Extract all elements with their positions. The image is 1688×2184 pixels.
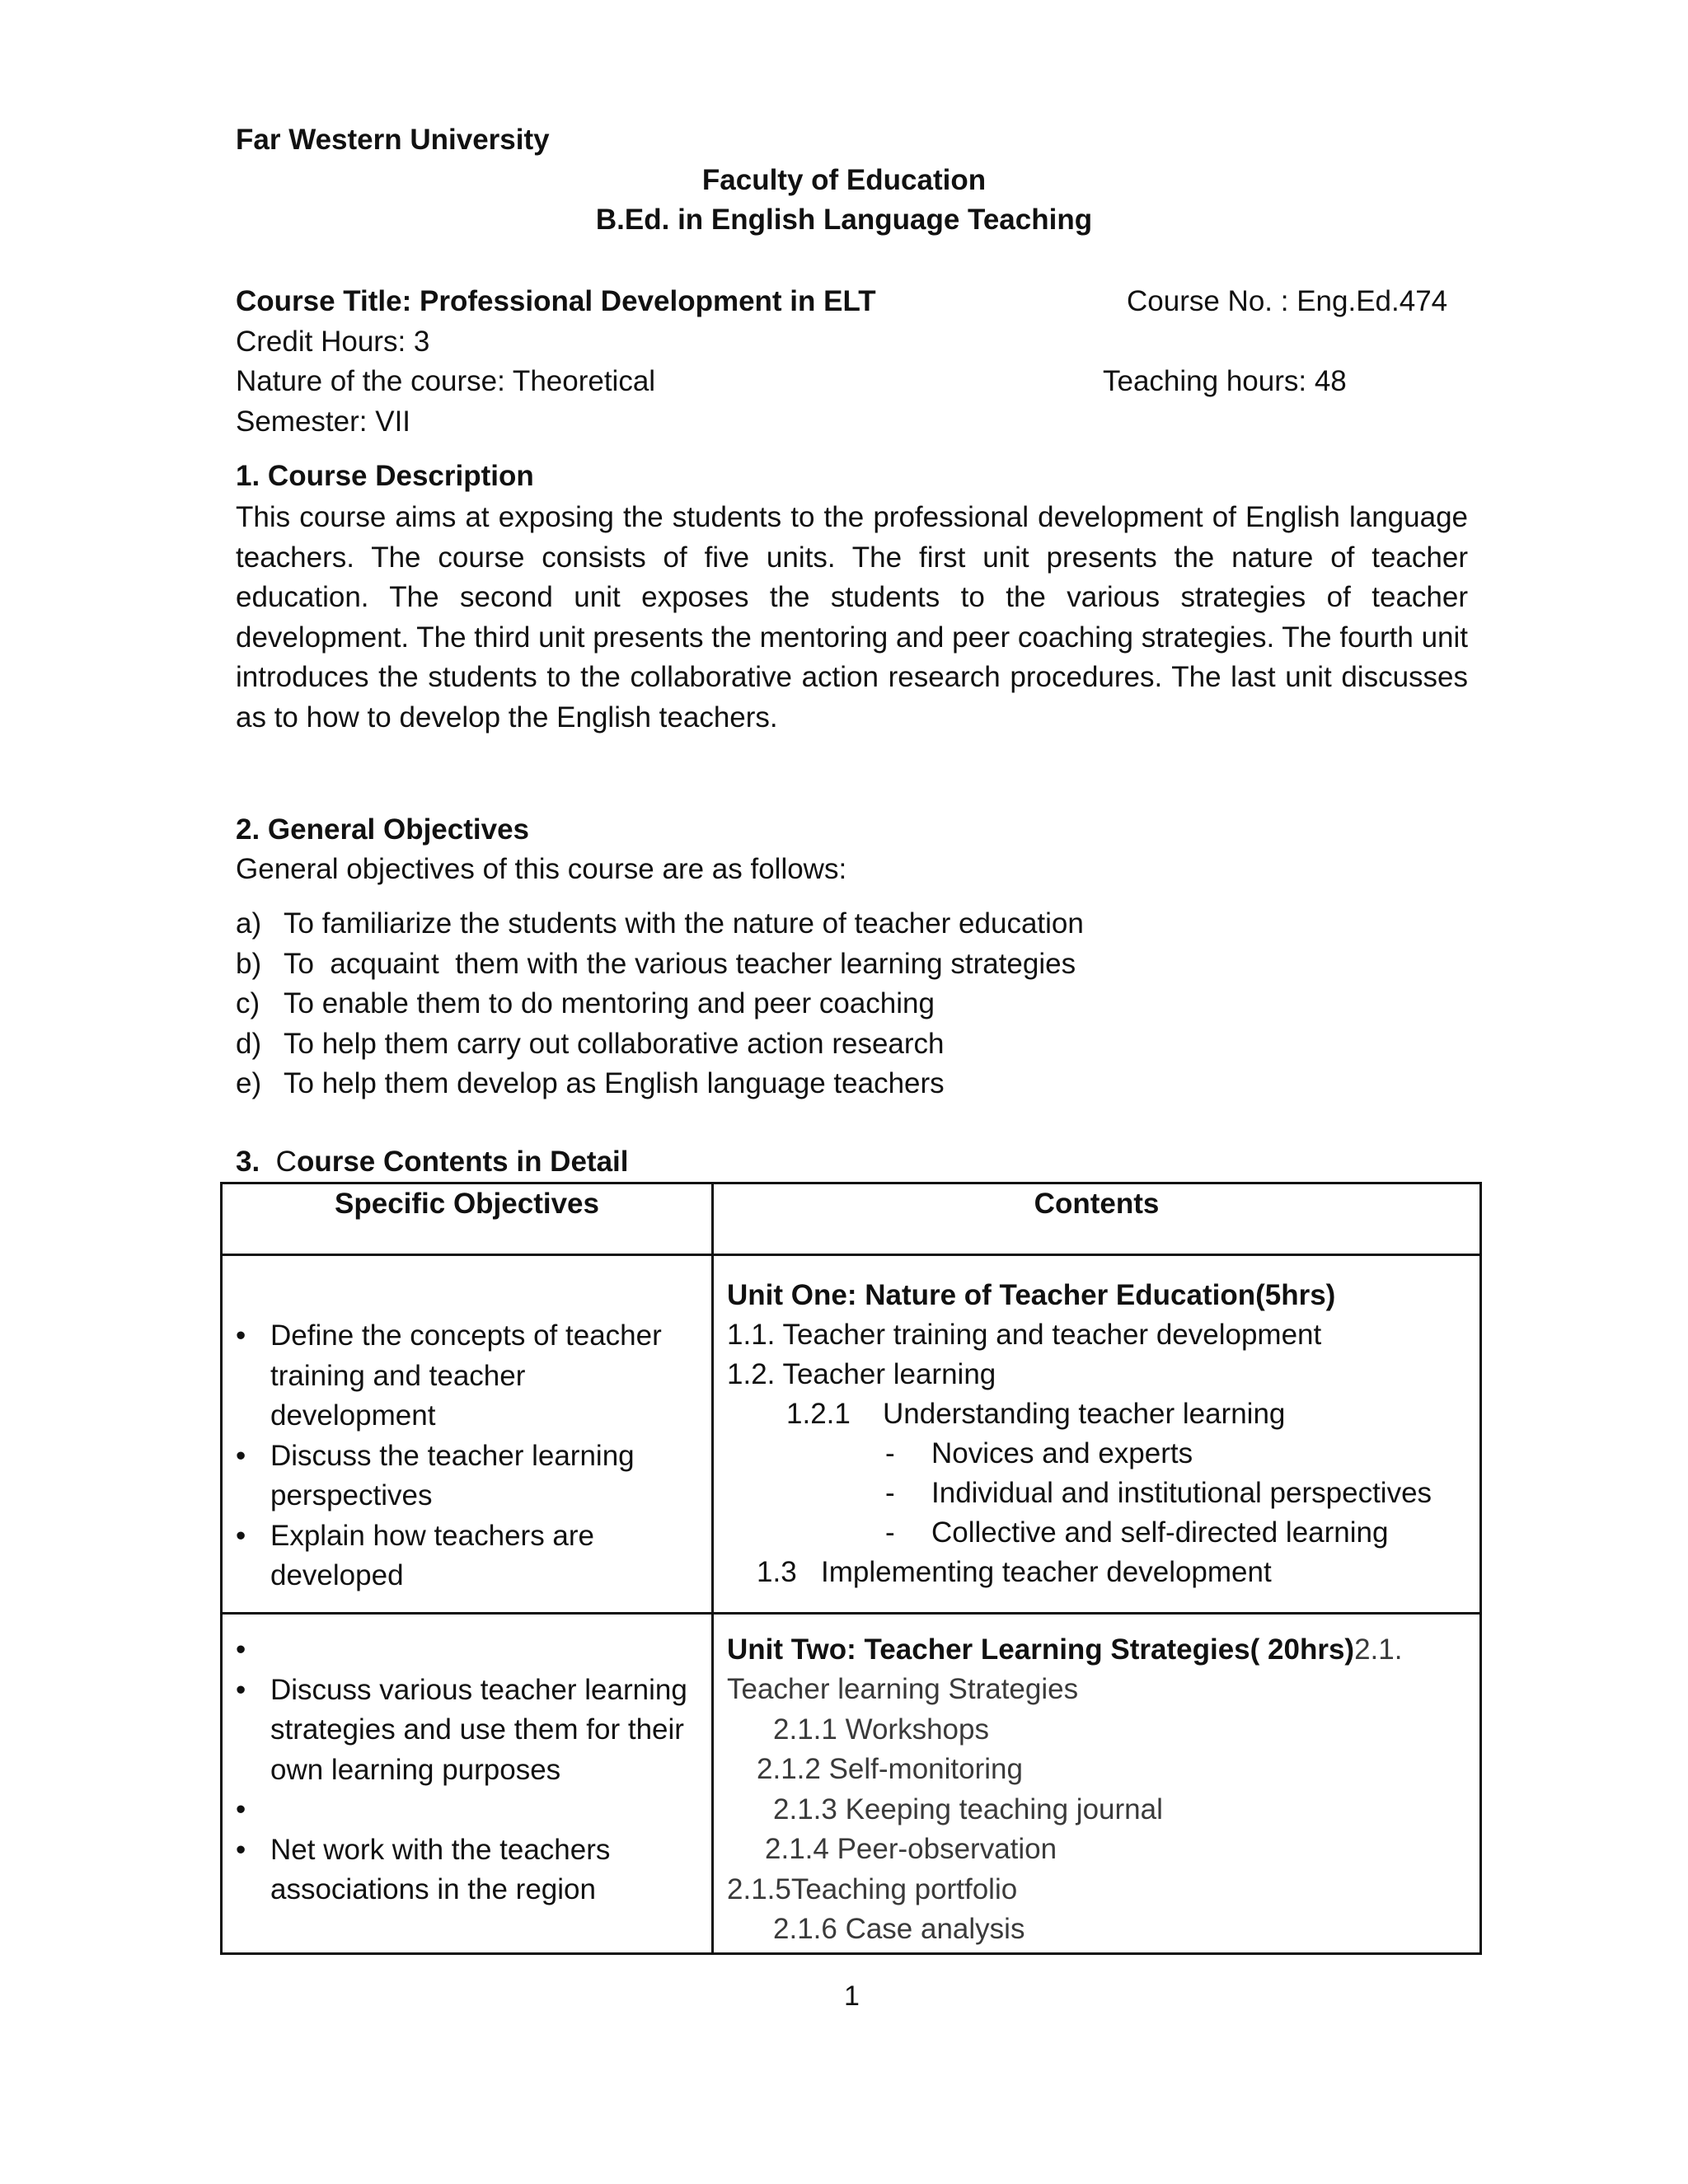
unit2-content-2-1: Teacher learning Strategies	[727, 1673, 1079, 1705]
course-contents-table	[220, 1182, 1482, 1955]
table-row	[222, 1255, 1481, 1614]
teaching-hours: Teaching hours: 48	[1103, 365, 1347, 397]
unit2-content-2-1-1: 2.1.1 Workshops	[773, 1713, 989, 1746]
unit2-objectives-list	[223, 1630, 698, 1910]
course-contents-heading: 3. Course Contents in Detail	[236, 1146, 629, 1178]
page-number: 1	[844, 1980, 860, 2012]
dash: -	[885, 1477, 895, 1509]
unit1-content-1-2-1-number: 1.2.1	[786, 1398, 851, 1430]
list-item-empty	[223, 1630, 698, 1671]
unit1-objectives-list	[223, 1316, 698, 1596]
dash: -	[885, 1516, 895, 1549]
list-item-empty	[223, 1790, 698, 1830]
list-item: • Define the concepts of teacher training and teacher development	[223, 1316, 698, 1436]
course-description-text: This course aims at exposing the students to the professional development of English language teachers. The course consists of five units. The first unit presents the nature of teacher education. The second unit exposes the students to the various strategies of teacher development. The third unit presents the mentoring and peer coaching strategies. The fourth unit introduces the students to the collaborative action research procedures. The last unit discusses as to how to develop the English teachers.	[236, 501, 1468, 733]
course-title: Course Title: Professional Development in ELT	[236, 285, 876, 317]
unit1-content-1-2-1: Understanding teacher learning	[883, 1398, 1286, 1430]
program-title: B.Ed. in English Language Teaching	[595, 204, 1093, 236]
list-item: e) To help them develop as English language teachers	[236, 1067, 945, 1099]
list-item: d) To help them carry out collaborative action research	[236, 1027, 945, 1060]
table-row	[222, 1614, 1481, 1954]
course-description-heading: 1. Course Description	[236, 460, 534, 492]
general-objectives-heading: 2. General Objectives	[236, 813, 530, 846]
university-name: Far Western University	[236, 124, 550, 156]
course-number: Course No. : Eng.Ed.474	[1127, 285, 1448, 317]
course-nature: Nature of the course: Theoretical	[236, 365, 656, 397]
general-objectives-intro: General objectives of this course are as follows:	[236, 853, 847, 885]
header-specific-objectives: Specific Objectives	[222, 1183, 713, 1255]
list-item: • Explain how teachers are developed	[223, 1516, 698, 1596]
header-contents: Contents	[713, 1183, 1481, 1255]
unit2-content-2-1-2: 2.1.2 Self-monitoring	[757, 1753, 1023, 1785]
unit2-content-2-1-5: 2.1.5Teaching portfolio	[727, 1873, 1018, 1905]
general-objectives-list	[236, 904, 1084, 1104]
unit1-content-1-3: Implementing teacher development	[821, 1556, 1272, 1588]
unit1-title: Unit One: Nature of Teacher Education(5hrs)	[727, 1279, 1336, 1311]
unit1-content-1-3-number: 1.3	[757, 1556, 797, 1588]
list-item: • Discuss various teacher learning strategies and use them for their own learning purposes	[223, 1671, 698, 1791]
unit2-content-2-1-3: 2.1.3 Keeping teaching journal	[773, 1793, 1163, 1825]
unit1-subitem-collective: Collective and self-directed learning	[931, 1516, 1389, 1549]
list-item: b) To acquaint them with the various teacher learning strategies	[236, 947, 1076, 980]
unit2-title: Unit Two: Teacher Learning Strategies( 20hrs)2.1.	[727, 1633, 1403, 1666]
unit1-content-1-2: 1.2. Teacher learning	[727, 1358, 996, 1390]
credit-hours: Credit Hours: 3	[236, 326, 430, 358]
list-item: • Discuss the teacher learning perspectives	[223, 1436, 698, 1516]
unit1-subitem-novices: Novices and experts	[931, 1437, 1193, 1469]
faculty-title: Faculty of Education	[701, 164, 987, 196]
list-item: • Net work with the teachers associations in the region	[223, 1830, 698, 1910]
dash: -	[885, 1437, 895, 1469]
unit2-content-2-1-6: 2.1.6 Case analysis	[773, 1913, 1025, 1945]
unit1-subitem-perspectives: Individual and institutional perspectives	[931, 1477, 1432, 1509]
table-header-row	[222, 1183, 1481, 1255]
list-item: c) To enable them to do mentoring and peer coaching	[236, 987, 935, 1019]
list-item: a) To familiarize the students with the nature of teacher education	[236, 907, 1084, 940]
semester: Semester: VII	[236, 405, 411, 438]
unit2-content-2-1-4: 2.1.4 Peer-observation	[765, 1833, 1057, 1865]
unit1-content-1-1: 1.1. Teacher training and teacher development	[727, 1319, 1322, 1351]
